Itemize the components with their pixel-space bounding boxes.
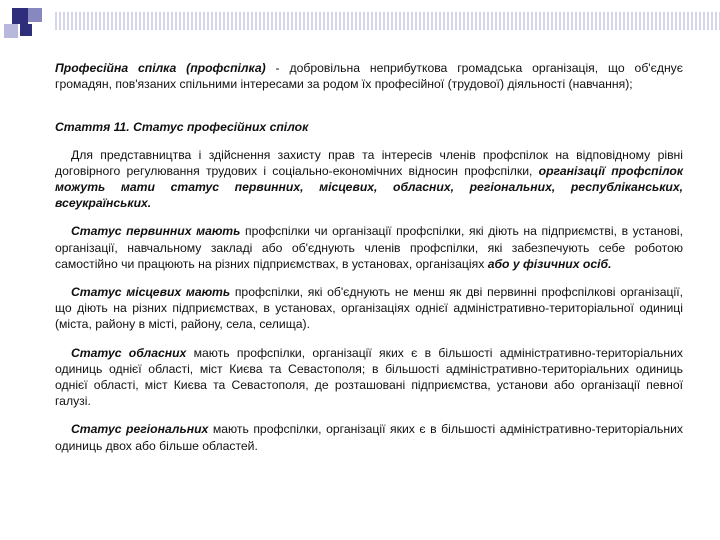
article-heading: Стаття 11. Статус професійних спілок bbox=[55, 120, 309, 135]
deco-square-mid bbox=[28, 8, 42, 22]
local-status-paragraph bbox=[55, 284, 683, 333]
header-band bbox=[55, 12, 720, 30]
regional-status-text: мають профспілки, організації яких є в більшості адміністративно-територіальних одиниць двох або більше областей. bbox=[55, 422, 683, 453]
corner-decoration bbox=[0, 0, 60, 50]
definition-paragraph bbox=[55, 60, 683, 92]
status-intro-text: Для представництва і здійснення захисту прав та інтересів членів профспілок на відповідному рівні договірного регулювання трудових і соціально-економічних відносин профспілки, bbox=[55, 147, 683, 178]
regional-status-term: Статус регіональних bbox=[71, 422, 209, 437]
deco-square-dark bbox=[12, 8, 28, 24]
regional-status-paragraph bbox=[55, 421, 683, 453]
document-body bbox=[55, 60, 683, 454]
local-status-text: профспілки, які об'єднують не менш як дві первинні профспілкові організації, що діють на різних підприємствах, в установах, організаціях однієї адміністративно-територіальної одиниці (міста, району в місті, району, села, селища). bbox=[55, 285, 683, 332]
deco-square-light bbox=[4, 24, 18, 38]
oblast-status-term: Статус обласних bbox=[71, 345, 187, 360]
primary-status-emphasis: або у фізичних осіб. bbox=[487, 256, 612, 271]
status-intro-emphasis: організації профспілок можуть мати статус первинних, місцевих, обласних, регіональних, республіканських, всеукраїнських. bbox=[55, 163, 683, 211]
deco-square-dark-2 bbox=[20, 24, 32, 36]
primary-status-text: профспілки чи організації профспілки, які діють на підприємстві, в установі, організації, навчальному закладі або об'єднують членів профспілки, які забезпечують себе роботою самостійно чи працюють на різних підприємствах, в установах, організаціях bbox=[55, 224, 683, 271]
oblast-status-text: мають профспілки, організації яких є в більшості адміністративно-територіальних одиниць однієї області, міст Києва та Севастополя; в більшості адміністративно-територіальних одиниць однієї області, міст Києва та Севастополя, де розташовані підприємства, установи або організації певної галузі. bbox=[55, 345, 683, 409]
primary-status-term: Статус первинних мають bbox=[71, 224, 241, 239]
status-intro-paragraph bbox=[55, 147, 683, 212]
definition-term: Професійна спілка (профспілка) bbox=[55, 61, 266, 75]
local-status-term: Статус місцевих мають bbox=[71, 285, 231, 300]
oblast-status-paragraph bbox=[55, 345, 683, 410]
primary-status-paragraph bbox=[55, 223, 683, 272]
definition-text: - добровільна неприбуткова громадська організація, що об'єднує громадян, пов'язаних спільними інтересами за родом їх професійної (трудової) діяльності (навчання); bbox=[55, 61, 683, 92]
